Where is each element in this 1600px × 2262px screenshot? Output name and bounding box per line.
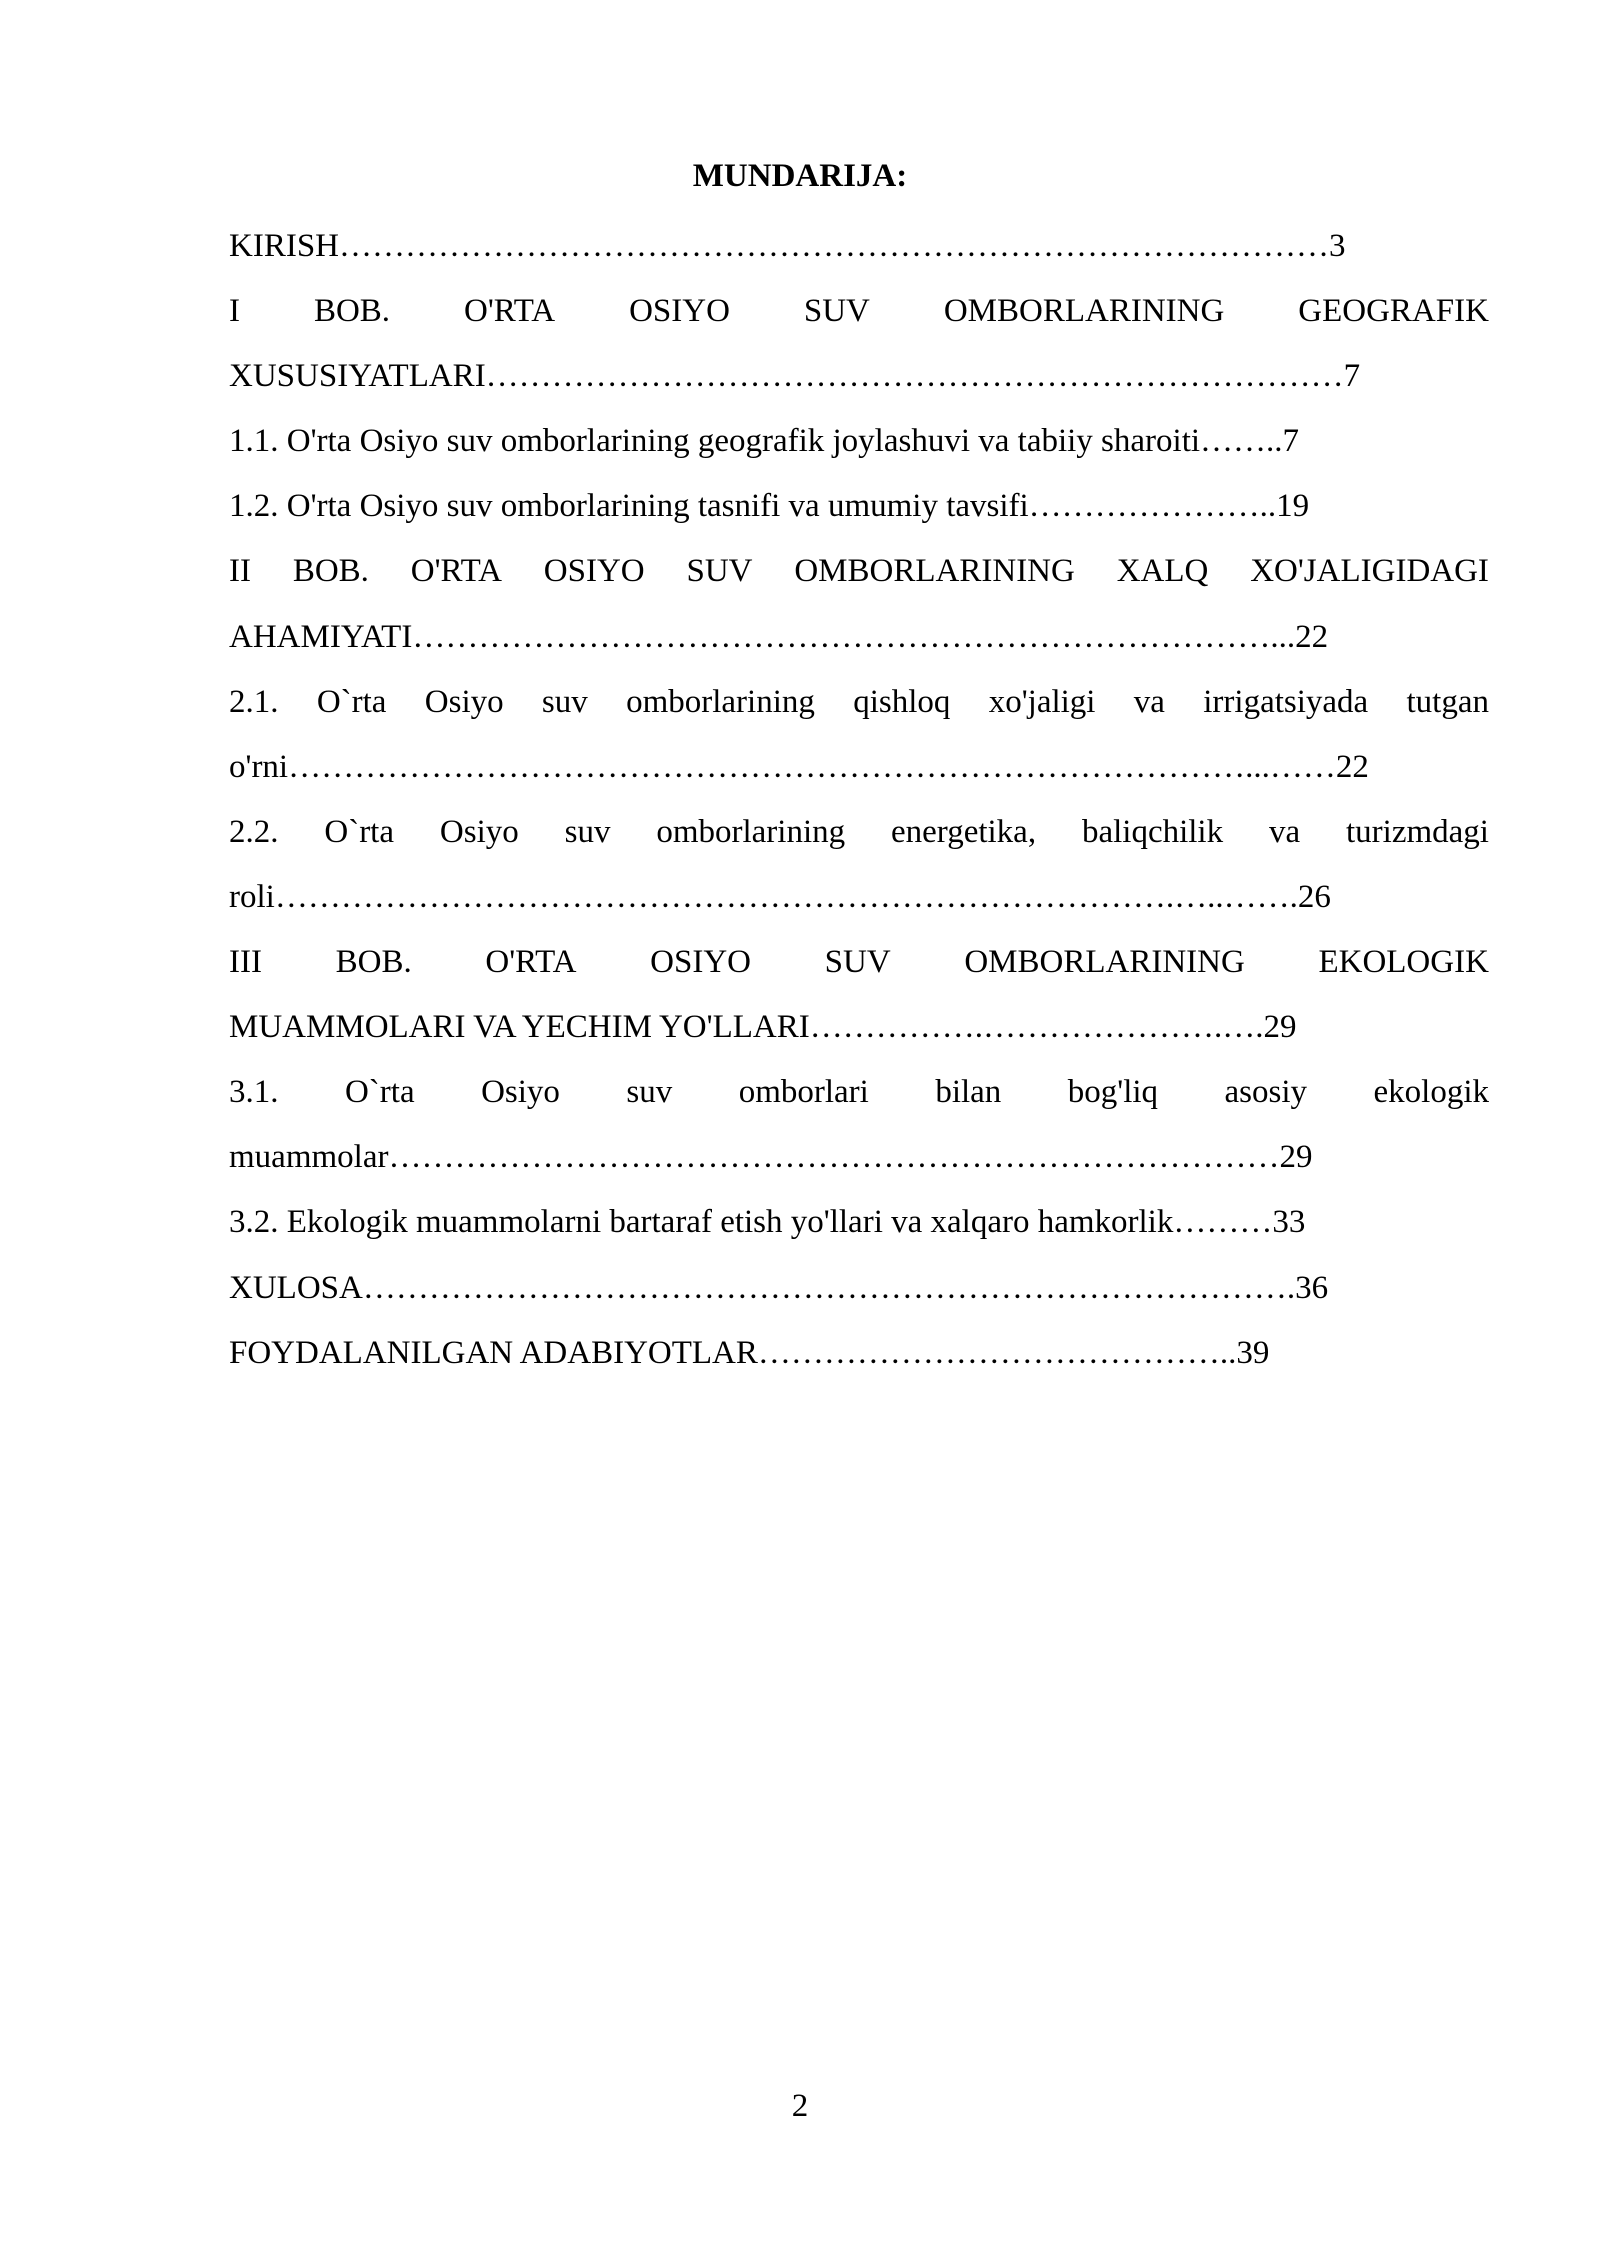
word: SUV: [686, 553, 753, 590]
page-title: MUNDARIJA:: [692, 158, 908, 194]
word: Osiyo: [439, 813, 519, 850]
word: xo'jaligi: [988, 683, 1096, 720]
word: OMBORLARINING: [943, 293, 1225, 330]
word: O'RTA: [485, 944, 577, 981]
word: 2.2.: [229, 813, 279, 850]
word: O'RTA: [463, 293, 556, 330]
word: SUV: [824, 944, 891, 981]
word: 3.1.: [229, 1074, 279, 1111]
word: bilan: [935, 1074, 1002, 1111]
word: OSIYO: [543, 553, 645, 590]
word: suv: [626, 1074, 673, 1111]
page-number: 2: [791, 2088, 809, 2124]
word: omborlarining: [656, 813, 846, 850]
word: I: [229, 293, 240, 330]
word: XALQ: [1116, 553, 1209, 590]
word: OMBORLARINING: [964, 944, 1245, 981]
toc-entry-chapter-2-line-1: [229, 539, 1489, 604]
word: III: [229, 944, 262, 981]
word: omborlari: [738, 1074, 869, 1111]
toc-entry-chapter-1-line-1: [229, 279, 1489, 344]
word: OSIYO: [650, 944, 751, 981]
word: Osiyo: [424, 683, 504, 720]
toc-entry-chapter-3-line-1: [229, 930, 1489, 995]
toc-entry-section-3-2: 3.2. Ekologik muammolarni bartaraf etish yo'llari va xalqaro hamkorlik………33: [229, 1204, 1306, 1241]
word: 2.1.: [229, 683, 279, 720]
toc-entry-chapter-3-line-2: MUAMMOLARI VA YECHIM YO'LLARI…………….………………….….29: [229, 1009, 1297, 1046]
toc-entry-chapter-2-line-2: AHAMIYATI……………………………………………………………………...22: [229, 618, 1329, 655]
word: tutgan: [1406, 683, 1489, 720]
word: EKOLOGIK: [1318, 944, 1489, 981]
word: asosiy: [1224, 1074, 1308, 1111]
word: omborlarining: [626, 683, 815, 720]
word: baliqchilik: [1081, 813, 1224, 850]
toc-entry-section-1-2: 1.2. O'rta Osiyo suv omborlarining tasnifi va umumiy tavsifi…………………..19: [229, 488, 1310, 525]
word: va: [1268, 813, 1301, 850]
word: O'RTA: [410, 553, 502, 590]
word: II: [229, 553, 251, 590]
word: ekologik: [1373, 1074, 1489, 1111]
word: GEOGRAFIK: [1298, 293, 1489, 330]
word: energetika,: [891, 813, 1037, 850]
word: OSIYO: [629, 293, 730, 330]
word: O`rta: [324, 813, 395, 850]
toc-entry-section-2-2-line-1: [229, 800, 1489, 865]
word: suv: [541, 683, 588, 720]
toc-entry-xulosa: XULOSA………………………………………………………………………….36: [229, 1269, 1329, 1306]
word: BOB.: [292, 553, 369, 590]
word: OMBORLARINING: [794, 553, 1075, 590]
word: O`rta: [316, 683, 387, 720]
toc-entry-section-2-1-line-1: [229, 670, 1489, 735]
table-of-contents: [229, 214, 1489, 1386]
toc-entry-kirish: KIRISH………………………………………………………………………………3: [229, 228, 1346, 264]
word: XO'JALIGIDAGI: [1250, 553, 1489, 590]
word: va: [1133, 683, 1165, 720]
word: turizmdagi: [1346, 813, 1489, 850]
toc-entry-section-2-2-line-2: roli……………………………………………………………………….…..…….26: [229, 878, 1331, 915]
toc-entry-section-2-1-line-2: o'rni……………………………………………………………………………...……22: [229, 748, 1369, 785]
toc-entry-section-3-1-line-1: [229, 1060, 1489, 1125]
toc-entry-chapter-1-line-2: XUSUSIYATLARI……………………………………………………………………7: [229, 358, 1361, 395]
word: irrigatsiyada: [1203, 683, 1369, 720]
word: Osiyo: [481, 1074, 560, 1111]
word: qishloq: [853, 683, 951, 720]
word: O`rta: [344, 1074, 415, 1111]
toc-entry-adabiyotlar: FOYDALANILGAN ADABIYOTLAR……………………………………..39: [229, 1334, 1270, 1371]
toc-entry-section-1-1: 1.1. O'rta Osiyo suv omborlarining geografik joylashuvi va tabiiy sharoiti……..7: [229, 423, 1300, 460]
word: BOB.: [335, 944, 412, 981]
word: BOB.: [313, 293, 391, 330]
word: suv: [564, 813, 611, 850]
toc-entry-section-3-1-line-2: muammolar………………………………………………………………………29: [229, 1139, 1313, 1176]
word: SUV: [803, 293, 870, 330]
word: bog'liq: [1067, 1074, 1159, 1111]
